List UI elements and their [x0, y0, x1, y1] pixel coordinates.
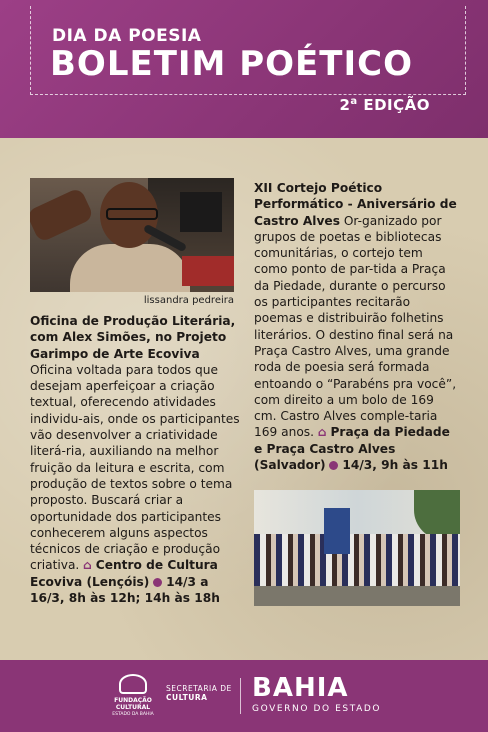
home-icon: ⌂: [83, 558, 92, 573]
fundacao-cultural-logo: [108, 674, 158, 718]
edition-word: EDIÇÃO: [357, 96, 430, 114]
governo-label: GOVERNO DO ESTADO: [252, 704, 382, 714]
right-article-place: Praça da Piedade e Praça Castro Alves (Salvador): [254, 425, 450, 473]
speaker-photo: [30, 178, 234, 292]
photo-crowd: [254, 534, 460, 586]
fundacao-logo-icon: [119, 674, 147, 694]
photo-body: [70, 244, 190, 292]
photo-red-cloth: [182, 256, 234, 286]
secretaria-line-1: SECRETARIA DE: [166, 684, 232, 693]
right-article-title: XII Cortejo Poético Performático - Aniversário de Castro Alves: [254, 181, 457, 228]
left-article-title: Oficina de Produção Literária, com Alex Simões, no Projeto Garimpo de Arte Ecoviva: [30, 314, 236, 361]
photo-arm: [30, 187, 94, 243]
clock-icon: [153, 578, 162, 587]
left-article: [30, 313, 240, 606]
edition-label: [339, 96, 430, 114]
footer-divider: [240, 678, 241, 714]
procession-photo: [254, 490, 460, 606]
page-title: BOLETIM POÉTICO: [50, 44, 413, 84]
clock-icon: [329, 461, 338, 470]
edition-ordinal: a: [350, 96, 358, 107]
secretaria-line-2: CULTURA: [166, 693, 208, 702]
edition-number: 2: [339, 96, 351, 114]
fundacao-line-1: FUNDAÇÃO: [114, 697, 152, 704]
bahia-logo: BAHIA: [252, 673, 349, 703]
left-article-when: 14/3 a 16/3, 8h às 12h; 14h às 18h: [30, 574, 220, 606]
left-article-place: Centro de Cultura Ecoviva (Lençóis): [30, 558, 218, 589]
photo-banner: [324, 508, 350, 554]
fundacao-line-2: CULTURAL: [115, 704, 151, 711]
left-article-body: Oficina voltada para todos que desejam aperfeiçoar a criação textual, oferecendo atividades individu-ais, onde os participantes vão desenvolver a criatividade literá-ria, auxiliando na melhor fruição da leitura e escrita, com produção de textos sobre o tema proposto. Buscará criar a oportunidade dos participantes conhecerem alguns aspectos técnicos de criação e produção criativa.: [30, 362, 240, 573]
footer-bar: [0, 660, 488, 732]
photo-credit: lissandra pedreira: [143, 295, 234, 306]
header-banner: [0, 0, 488, 138]
photo-monitor: [180, 192, 222, 232]
photo-glasses: [106, 208, 158, 220]
right-article: [254, 180, 460, 473]
photo-ground: [254, 586, 460, 606]
header-kicker: DIA DA POESIA: [52, 26, 202, 46]
secretaria-logo: [166, 684, 232, 702]
home-icon: ⌂: [317, 425, 327, 440]
right-article-when: 14/3, 9h às 11h: [342, 458, 448, 473]
right-article-body: Or-ganizado por grupos de poetas e bibliotecas comunitárias, o cortejo tem como ponto de par-tida a Praça da Piedade, durante o percurso os participantes recitarão poemas e distribuirão folhetins literários. O destino final será na Praça Castro Alves, uma grande roda de poesia será formada entoando o “Parabéns pra você”, com direito a um bolo de 169 cm. Castro Alves comple-taria 169 anos.: [254, 213, 457, 440]
fundacao-line-3: ESTADO DA BAHIA: [112, 712, 154, 717]
